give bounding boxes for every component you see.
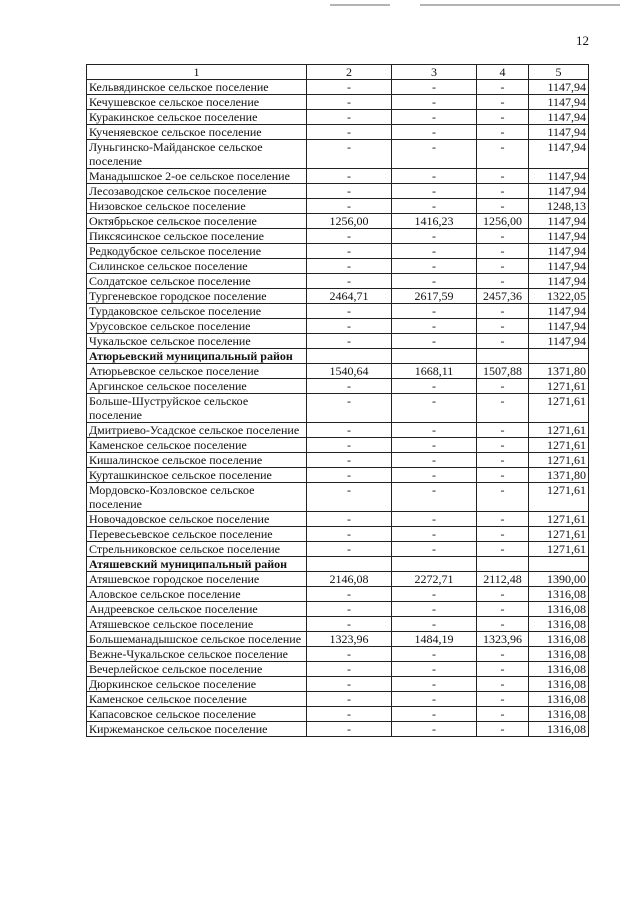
- settlement-name: Атяшевское сельское поселение: [87, 617, 307, 632]
- value-col-5: 1147,94: [529, 304, 589, 319]
- table-row: [87, 80, 589, 95]
- value-col-4: -: [477, 468, 529, 483]
- district-header-row: [87, 349, 589, 364]
- value-col-5: 1390,00: [529, 572, 589, 587]
- value-col-4: -: [477, 169, 529, 184]
- value-col-5: 1147,94: [529, 259, 589, 274]
- value-col-4: -: [477, 274, 529, 289]
- settlement-name: Атюрьевский муниципальный район: [87, 349, 307, 364]
- value-col-2: 2464,71: [307, 289, 392, 304]
- value-col-3: -: [392, 617, 477, 632]
- table-row: [87, 274, 589, 289]
- settlement-name: Больше-Шуструйское сельское поселение: [87, 394, 307, 423]
- value-col-3: -: [392, 379, 477, 394]
- settlement-name: Луньгинско-Майданское сельское поселение: [87, 140, 307, 169]
- settlement-name: Аловское сельское поселение: [87, 587, 307, 602]
- settlement-name: Атюрьевское сельское поселение: [87, 364, 307, 379]
- value-col-3: 2272,71: [392, 572, 477, 587]
- value-col-5: [529, 557, 589, 572]
- value-col-5: 1271,61: [529, 512, 589, 527]
- value-col-2: -: [307, 647, 392, 662]
- settlement-name: Редкодубское сельское поселение: [87, 244, 307, 259]
- value-col-3: -: [392, 125, 477, 140]
- value-col-5: 1147,94: [529, 274, 589, 289]
- value-col-4: -: [477, 512, 529, 527]
- value-col-5: 1371,80: [529, 468, 589, 483]
- value-col-2: -: [307, 169, 392, 184]
- value-col-3: -: [392, 453, 477, 468]
- value-col-4: -: [477, 692, 529, 707]
- table-row: [87, 140, 589, 169]
- value-col-3: -: [392, 334, 477, 349]
- table-row: [87, 587, 589, 602]
- table-row: [87, 364, 589, 379]
- column-header: 4: [477, 65, 529, 80]
- settlement-name: Урусовское сельское поселение: [87, 319, 307, 334]
- value-col-2: -: [307, 587, 392, 602]
- settlement-name: Вечерлейское сельское поселение: [87, 662, 307, 677]
- scan-streak: [330, 4, 390, 6]
- table-row: [87, 289, 589, 304]
- value-col-2: -: [307, 140, 392, 169]
- table-row: [87, 169, 589, 184]
- value-col-5: 1271,61: [529, 394, 589, 423]
- value-col-5: [529, 349, 589, 364]
- value-col-4: 1256,00: [477, 214, 529, 229]
- value-col-5: 1316,08: [529, 632, 589, 647]
- column-header: 5: [529, 65, 589, 80]
- value-col-3: -: [392, 229, 477, 244]
- value-col-4: -: [477, 617, 529, 632]
- value-col-4: [477, 557, 529, 572]
- value-col-5: 1271,61: [529, 483, 589, 512]
- value-col-4: -: [477, 527, 529, 542]
- value-col-5: 1316,08: [529, 647, 589, 662]
- settlement-name: Чукальское сельское поселение: [87, 334, 307, 349]
- value-col-3: -: [392, 527, 477, 542]
- table-row: [87, 707, 589, 722]
- value-col-4: -: [477, 304, 529, 319]
- value-col-2: -: [307, 423, 392, 438]
- value-col-4: -: [477, 453, 529, 468]
- table-row: [87, 572, 589, 587]
- value-col-5: 1147,94: [529, 169, 589, 184]
- value-col-2: -: [307, 95, 392, 110]
- value-col-3: -: [392, 274, 477, 289]
- tariff-table-container: [86, 64, 588, 737]
- value-col-2: -: [307, 110, 392, 125]
- value-col-2: -: [307, 692, 392, 707]
- table-row: [87, 527, 589, 542]
- value-col-2: -: [307, 319, 392, 334]
- value-col-4: -: [477, 707, 529, 722]
- value-col-5: 1147,94: [529, 229, 589, 244]
- settlement-name: Турдаковское сельское поселение: [87, 304, 307, 319]
- settlement-name: Каменское сельское поселение: [87, 438, 307, 453]
- settlement-name: Пиксясинское сельское поселение: [87, 229, 307, 244]
- value-col-2: -: [307, 722, 392, 737]
- value-col-2: -: [307, 483, 392, 512]
- value-col-3: -: [392, 692, 477, 707]
- page-number: 12: [576, 33, 589, 48]
- settlement-name: Октябрьское сельское поселение: [87, 214, 307, 229]
- value-col-2: -: [307, 125, 392, 140]
- value-col-2: -: [307, 379, 392, 394]
- table-row: [87, 722, 589, 737]
- value-col-5: 1371,80: [529, 364, 589, 379]
- value-col-5: 1316,08: [529, 677, 589, 692]
- value-col-3: -: [392, 169, 477, 184]
- value-col-3: -: [392, 304, 477, 319]
- value-col-2: -: [307, 304, 392, 319]
- value-col-4: -: [477, 140, 529, 169]
- value-col-3: -: [392, 259, 477, 274]
- tariff-table: [86, 64, 589, 737]
- value-col-4: -: [477, 229, 529, 244]
- value-col-2: -: [307, 438, 392, 453]
- value-col-5: 1316,08: [529, 662, 589, 677]
- value-col-5: 1147,94: [529, 184, 589, 199]
- table-header-row: [87, 65, 589, 80]
- value-col-4: -: [477, 423, 529, 438]
- value-col-3: -: [392, 512, 477, 527]
- value-col-3: -: [392, 319, 477, 334]
- value-col-5: 1147,94: [529, 95, 589, 110]
- value-col-4: -: [477, 662, 529, 677]
- value-col-3: -: [392, 95, 477, 110]
- value-col-5: 1147,94: [529, 319, 589, 334]
- value-col-4: 1507,88: [477, 364, 529, 379]
- value-col-4: 1323,96: [477, 632, 529, 647]
- settlement-name: Кечушевское сельское поселение: [87, 95, 307, 110]
- value-col-4: -: [477, 334, 529, 349]
- value-col-3: -: [392, 140, 477, 169]
- table-row: [87, 394, 589, 423]
- table-row: [87, 632, 589, 647]
- value-col-5: 1316,08: [529, 587, 589, 602]
- value-col-5: 1316,08: [529, 707, 589, 722]
- value-col-2: -: [307, 707, 392, 722]
- table-row: [87, 617, 589, 632]
- column-header: 1: [87, 65, 307, 80]
- table-row: [87, 244, 589, 259]
- value-col-2: -: [307, 80, 392, 95]
- value-col-4: -: [477, 95, 529, 110]
- settlement-name: Капасовское сельское поселение: [87, 707, 307, 722]
- value-col-3: 1668,11: [392, 364, 477, 379]
- settlement-name: Курташкинское сельское поселение: [87, 468, 307, 483]
- table-row: [87, 334, 589, 349]
- scan-streak: [420, 4, 620, 6]
- value-col-4: -: [477, 722, 529, 737]
- value-col-2: [307, 557, 392, 572]
- value-col-2: -: [307, 677, 392, 692]
- value-col-5: 1322,05: [529, 289, 589, 304]
- table-row: [87, 110, 589, 125]
- value-col-3: [392, 557, 477, 572]
- value-col-3: -: [392, 483, 477, 512]
- settlement-name: Большеманадышское сельское поселение: [87, 632, 307, 647]
- value-col-5: 1316,08: [529, 617, 589, 632]
- value-col-2: -: [307, 662, 392, 677]
- value-col-2: -: [307, 527, 392, 542]
- settlement-name: Солдатское сельское поселение: [87, 274, 307, 289]
- value-col-2: 1540,64: [307, 364, 392, 379]
- value-col-4: -: [477, 259, 529, 274]
- value-col-4: -: [477, 110, 529, 125]
- value-col-4: -: [477, 184, 529, 199]
- value-col-5: 1316,08: [529, 692, 589, 707]
- table-row: [87, 468, 589, 483]
- value-col-5: 1147,94: [529, 125, 589, 140]
- value-col-3: 2617,59: [392, 289, 477, 304]
- table-row: [87, 647, 589, 662]
- value-col-4: -: [477, 647, 529, 662]
- table-row: [87, 438, 589, 453]
- table-row: [87, 214, 589, 229]
- table-row: [87, 677, 589, 692]
- value-col-3: -: [392, 184, 477, 199]
- table-row: [87, 692, 589, 707]
- settlement-name: Новочадовское сельское поселение: [87, 512, 307, 527]
- value-col-5: 1271,61: [529, 379, 589, 394]
- value-col-5: 1147,94: [529, 140, 589, 169]
- value-col-4: 2457,36: [477, 289, 529, 304]
- value-col-4: -: [477, 542, 529, 557]
- district-header-row: [87, 557, 589, 572]
- table-row: [87, 379, 589, 394]
- table-row: [87, 423, 589, 438]
- settlement-name: Каменское сельское поселение: [87, 692, 307, 707]
- settlement-name: Лесозаводское сельское поселение: [87, 184, 307, 199]
- settlement-name: Перевесьевское сельское поселение: [87, 527, 307, 542]
- value-col-4: -: [477, 80, 529, 95]
- value-col-5: 1271,61: [529, 453, 589, 468]
- value-col-5: 1316,08: [529, 722, 589, 737]
- settlement-name: Низовское сельское поселение: [87, 199, 307, 214]
- settlement-name: Куракинское сельское поселение: [87, 110, 307, 125]
- table-row: [87, 199, 589, 214]
- value-col-5: 1147,94: [529, 110, 589, 125]
- settlement-name: Кишалинское сельское поселение: [87, 453, 307, 468]
- value-col-4: -: [477, 438, 529, 453]
- value-col-4: -: [477, 394, 529, 423]
- value-col-4: -: [477, 587, 529, 602]
- settlement-name: Кученяевское сельское поселение: [87, 125, 307, 140]
- value-col-2: -: [307, 617, 392, 632]
- table-row: [87, 542, 589, 557]
- value-col-5: 1316,08: [529, 602, 589, 617]
- value-col-5: 1147,94: [529, 80, 589, 95]
- value-col-3: -: [392, 542, 477, 557]
- value-col-4: -: [477, 244, 529, 259]
- value-col-3: -: [392, 110, 477, 125]
- settlement-name: Мордовско-Козловское сельское поселение: [87, 483, 307, 512]
- value-col-2: -: [307, 184, 392, 199]
- value-col-3: -: [392, 662, 477, 677]
- value-col-5: 1248,13: [529, 199, 589, 214]
- value-col-2: -: [307, 453, 392, 468]
- value-col-3: [392, 349, 477, 364]
- settlement-name: Дмитриево-Усадское сельское поселение: [87, 423, 307, 438]
- value-col-5: 1271,61: [529, 527, 589, 542]
- value-col-2: -: [307, 602, 392, 617]
- value-col-4: [477, 349, 529, 364]
- settlement-name: Атяшевское городское поселение: [87, 572, 307, 587]
- settlement-name: Атяшевский муниципальный район: [87, 557, 307, 572]
- table-row: [87, 229, 589, 244]
- value-col-3: -: [392, 677, 477, 692]
- settlement-name: Дюркинское сельское поселение: [87, 677, 307, 692]
- column-header: 2: [307, 65, 392, 80]
- value-col-2: -: [307, 274, 392, 289]
- value-col-3: -: [392, 199, 477, 214]
- settlement-name: Стрельниковское сельское поселение: [87, 542, 307, 557]
- settlement-name: Андреевское сельское поселение: [87, 602, 307, 617]
- value-col-4: -: [477, 677, 529, 692]
- table-row: [87, 483, 589, 512]
- value-col-5: 1271,61: [529, 423, 589, 438]
- value-col-3: -: [392, 438, 477, 453]
- settlement-name: Кельвядинское сельское поселение: [87, 80, 307, 95]
- value-col-4: 2112,48: [477, 572, 529, 587]
- table-row: [87, 453, 589, 468]
- value-col-4: -: [477, 319, 529, 334]
- value-col-4: -: [477, 602, 529, 617]
- value-col-3: -: [392, 602, 477, 617]
- settlement-name: Манадышское 2-ое сельское поселение: [87, 169, 307, 184]
- value-col-2: 1323,96: [307, 632, 392, 647]
- value-col-3: -: [392, 423, 477, 438]
- value-col-2: 1256,00: [307, 214, 392, 229]
- value-col-4: -: [477, 379, 529, 394]
- value-col-5: 1271,61: [529, 542, 589, 557]
- table-row: [87, 304, 589, 319]
- table-row: [87, 259, 589, 274]
- value-col-2: [307, 349, 392, 364]
- column-header: 3: [392, 65, 477, 80]
- value-col-5: 1147,94: [529, 244, 589, 259]
- value-col-2: -: [307, 468, 392, 483]
- value-col-4: -: [477, 483, 529, 512]
- table-row: [87, 662, 589, 677]
- value-col-2: -: [307, 542, 392, 557]
- value-col-3: -: [392, 587, 477, 602]
- value-col-3: 1416,23: [392, 214, 477, 229]
- table-row: [87, 319, 589, 334]
- value-col-2: -: [307, 199, 392, 214]
- value-col-2: 2146,08: [307, 572, 392, 587]
- value-col-3: 1484,19: [392, 632, 477, 647]
- value-col-3: -: [392, 80, 477, 95]
- value-col-3: -: [392, 647, 477, 662]
- table-row: [87, 95, 589, 110]
- value-col-3: -: [392, 722, 477, 737]
- value-col-5: 1147,94: [529, 334, 589, 349]
- settlement-name: Силинское сельское поселение: [87, 259, 307, 274]
- value-col-4: -: [477, 125, 529, 140]
- value-col-3: -: [392, 394, 477, 423]
- table-row: [87, 184, 589, 199]
- table-row: [87, 125, 589, 140]
- value-col-3: -: [392, 707, 477, 722]
- value-col-5: 1271,61: [529, 438, 589, 453]
- settlement-name: Киржеманское сельское поселение: [87, 722, 307, 737]
- value-col-3: -: [392, 468, 477, 483]
- value-col-3: -: [392, 244, 477, 259]
- value-col-2: -: [307, 334, 392, 349]
- settlement-name: Аргинское сельское поселение: [87, 379, 307, 394]
- settlement-name: Вежне-Чукальское сельское поселение: [87, 647, 307, 662]
- value-col-2: -: [307, 512, 392, 527]
- value-col-2: -: [307, 394, 392, 423]
- table-row: [87, 602, 589, 617]
- table-row: [87, 512, 589, 527]
- value-col-5: 1147,94: [529, 214, 589, 229]
- settlement-name: Тургеневское городское поселение: [87, 289, 307, 304]
- value-col-4: -: [477, 199, 529, 214]
- value-col-2: -: [307, 259, 392, 274]
- value-col-2: -: [307, 244, 392, 259]
- value-col-2: -: [307, 229, 392, 244]
